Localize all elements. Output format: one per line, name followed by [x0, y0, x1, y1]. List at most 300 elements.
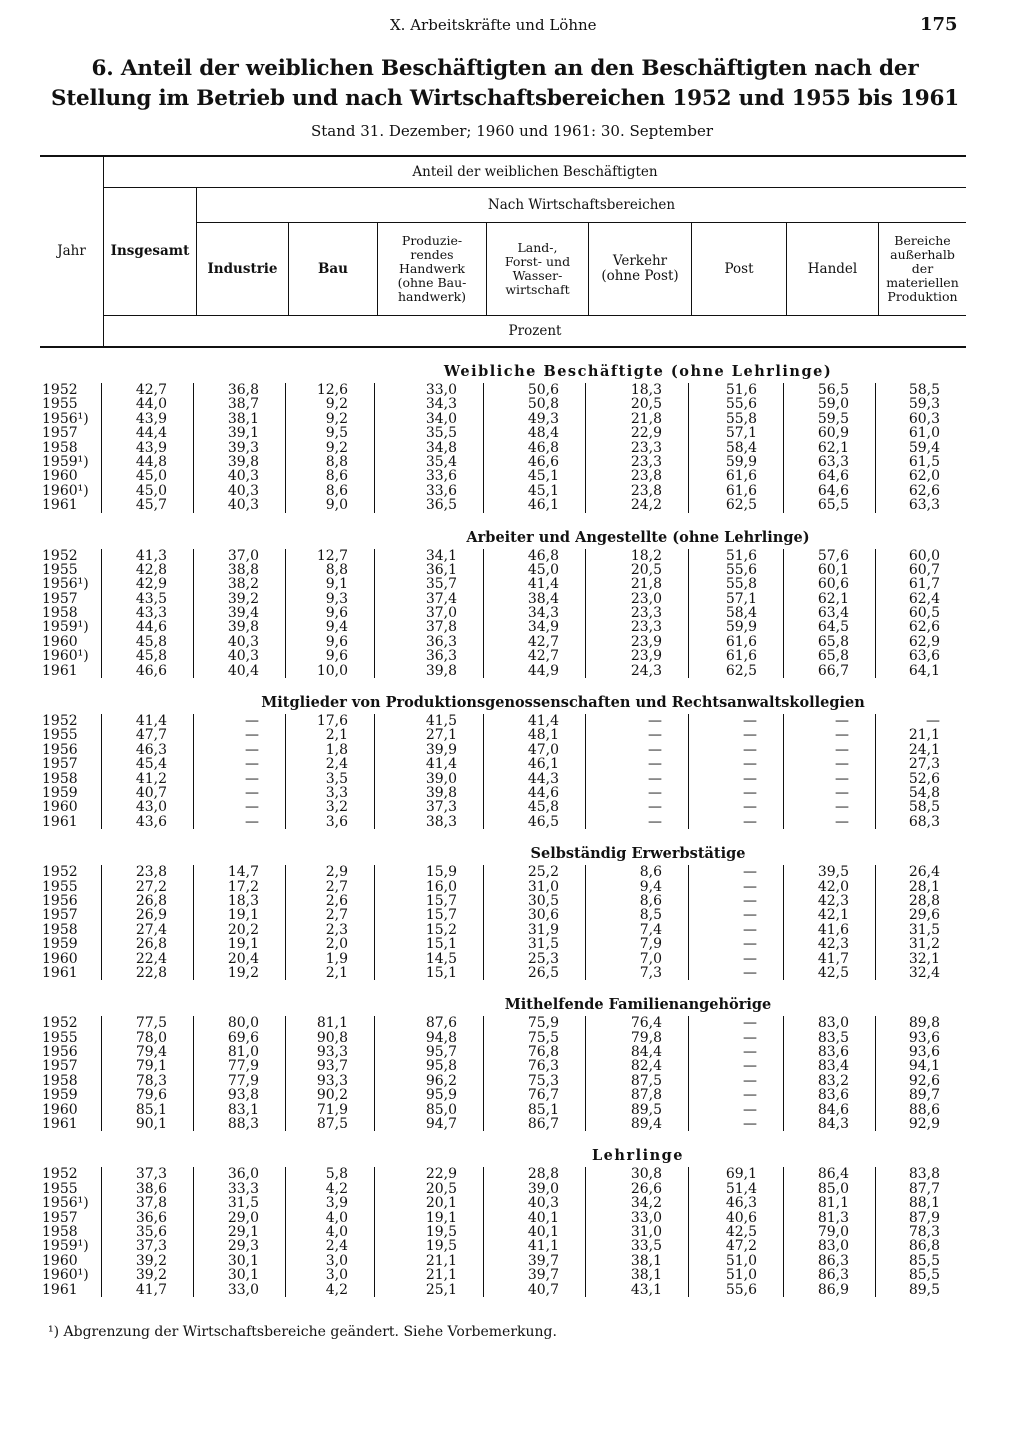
cell-land-forst: 31,9 — [484, 923, 586, 937]
cell-handwerk: 96,2 — [375, 1074, 484, 1088]
cell-bau: 2,6 — [286, 894, 375, 908]
cell-insgesamt: 85,1 — [102, 1103, 194, 1117]
cell-jahr: 1952 — [40, 1167, 102, 1181]
cell-land-forst: 30,5 — [484, 894, 586, 908]
cell-bau: 81,1 — [286, 1016, 375, 1030]
cell-land-forst: 46,1 — [484, 498, 586, 512]
cell-handwerk: 36,3 — [375, 649, 484, 663]
cell-handwerk: 20,5 — [375, 1182, 484, 1196]
cell-jahr: 1952 — [40, 714, 102, 728]
cell-jahr: 1955 — [40, 563, 102, 577]
cell-jahr: 1956¹) — [40, 1196, 102, 1210]
table-row — [40, 620, 966, 634]
cell-insgesamt: 43,0 — [102, 800, 194, 814]
cell-land-forst: 39,7 — [484, 1268, 586, 1282]
cell-handel: 60,1 — [784, 563, 876, 577]
cell-jahr: 1952 — [40, 383, 102, 397]
cell-insgesamt: 46,3 — [102, 743, 194, 757]
cell-bau: 9,1 — [286, 577, 375, 591]
section-title: Selbständig Erwerbstätige — [530, 845, 746, 863]
cell-handel: 65,8 — [784, 635, 876, 649]
cell-jahr: 1956 — [40, 1045, 102, 1059]
cell-verkehr: 23,0 — [586, 592, 689, 606]
cell-post: — — [689, 815, 784, 829]
cell-post: 62,5 — [689, 498, 784, 512]
cell-bau: 3,2 — [286, 800, 375, 814]
cell-handel: 84,6 — [784, 1103, 876, 1117]
cell-jahr: 1959 — [40, 937, 102, 951]
cell-industrie: 81,0 — [194, 1045, 286, 1059]
cell-industrie: 19,2 — [194, 966, 286, 980]
cell-verkehr: — — [586, 714, 689, 728]
cell-jahr: 1957 — [40, 908, 102, 922]
cell-handwerk: 39,8 — [375, 786, 484, 800]
cell-industrie: 40,3 — [194, 484, 286, 498]
cell-bau: 2,4 — [286, 757, 375, 771]
cell-post: 61,6 — [689, 635, 784, 649]
table-row — [40, 1211, 966, 1225]
cell-verkehr: 7,3 — [586, 966, 689, 980]
cell-handel: 62,1 — [784, 441, 876, 455]
section-title: Lehrlinge — [591, 1147, 685, 1165]
cell-jahr: 1958 — [40, 923, 102, 937]
cell-industrie: 39,2 — [194, 592, 286, 606]
cell-verkehr: 7,9 — [586, 937, 689, 951]
cell-verkehr: 22,9 — [586, 426, 689, 440]
cell-post: — — [689, 952, 784, 966]
cell-bereiche: 62,0 — [908, 468, 940, 485]
cell-land-forst: 39,0 — [484, 1182, 586, 1196]
cell-post: — — [689, 786, 784, 800]
cell-bau: 17,6 — [286, 714, 375, 728]
cell-handwerk: 34,8 — [375, 441, 484, 455]
cell-post: 55,8 — [689, 412, 784, 426]
cell-bereiche: 62,6 — [908, 619, 940, 636]
cell-handwerk: 15,9 — [375, 865, 484, 879]
cell-industrie: — — [194, 786, 286, 800]
cell-bereiche: 58,5 — [908, 382, 940, 398]
table-row — [40, 1283, 966, 1297]
cell-handwerk: 35,4 — [375, 455, 484, 469]
cell-industrie: 88,3 — [194, 1117, 286, 1131]
cell-bereiche: 63,3 — [908, 497, 940, 514]
cell-industrie: 36,8 — [194, 383, 286, 397]
table-row — [40, 635, 966, 649]
cell-bau: 5,8 — [286, 1167, 375, 1181]
cell-bereiche: 83,8 — [908, 1166, 940, 1183]
cell-bereiche: 28,8 — [908, 892, 940, 909]
cell-land-forst: 46,5 — [484, 815, 586, 829]
cell-bereiche: 58,5 — [908, 799, 940, 816]
cell-industrie: 77,9 — [194, 1074, 286, 1088]
cell-bereiche: 31,2 — [908, 936, 940, 953]
cell-industrie: 40,4 — [194, 664, 286, 678]
cell-handel: 84,3 — [784, 1117, 876, 1131]
header-bau: Bau — [318, 260, 348, 277]
cell-insgesamt: 38,6 — [102, 1182, 194, 1196]
cell-land-forst: 86,7 — [484, 1117, 586, 1131]
table-row — [40, 815, 966, 829]
table-row — [40, 577, 966, 591]
cell-land-forst: 75,9 — [484, 1016, 586, 1030]
cell-industrie: — — [194, 714, 286, 728]
cell-land-forst: 25,2 — [484, 865, 586, 879]
cell-handwerk: 39,8 — [375, 664, 484, 678]
cell-insgesamt: 27,4 — [102, 923, 194, 937]
cell-land-forst: 76,7 — [484, 1088, 586, 1102]
cell-post: — — [689, 966, 784, 980]
cell-verkehr: 43,1 — [586, 1283, 689, 1297]
cell-industrie: 39,1 — [194, 426, 286, 440]
cell-handwerk: 35,7 — [375, 577, 484, 591]
table-row — [40, 1196, 966, 1210]
cell-bereiche: 94,1 — [908, 1058, 940, 1075]
cell-verkehr: 33,0 — [586, 1211, 689, 1225]
section-3 — [40, 843, 966, 980]
header-handwerk: Produzie- rendes Handwerk (ohne Bau- handwerk) — [397, 233, 467, 304]
cell-jahr: 1957 — [40, 592, 102, 606]
cell-verkehr: 7,0 — [586, 952, 689, 966]
cell-post: 55,6 — [689, 563, 784, 577]
cell-jahr: 1959 — [40, 786, 102, 800]
cell-insgesamt: 43,9 — [102, 441, 194, 455]
cell-handwerk: 19,5 — [375, 1239, 484, 1253]
cell-verkehr: — — [586, 772, 689, 786]
cell-insgesamt: 41,4 — [102, 714, 194, 728]
cell-jahr: 1961 — [40, 815, 102, 829]
cell-insgesamt: 43,9 — [102, 412, 194, 426]
cell-post: 61,6 — [689, 484, 784, 498]
cell-handel: 59,0 — [784, 397, 876, 411]
cell-insgesamt: 45,0 — [102, 469, 194, 483]
cell-bereiche: 28,1 — [908, 878, 940, 895]
cell-verkehr: 23,3 — [586, 441, 689, 455]
table-row — [40, 757, 966, 771]
cell-jahr: 1961 — [40, 664, 102, 678]
header-industrie: Industrie — [207, 260, 278, 277]
cell-handwerk: 36,5 — [375, 498, 484, 512]
cell-industrie: — — [194, 743, 286, 757]
table-row — [40, 426, 966, 440]
cell-industrie: 40,3 — [194, 498, 286, 512]
table-row — [40, 455, 966, 469]
cell-land-forst: 48,1 — [484, 728, 586, 742]
cell-handel: 65,5 — [784, 498, 876, 512]
header-jahr: Jahr — [57, 243, 86, 259]
cell-bereiche: 59,4 — [908, 439, 940, 456]
table-row — [40, 1182, 966, 1196]
cell-land-forst: 28,8 — [484, 1167, 586, 1181]
cell-land-forst: 44,6 — [484, 786, 586, 800]
cell-land-forst: 75,3 — [484, 1074, 586, 1088]
cell-verkehr: — — [586, 743, 689, 757]
cell-land-forst: 31,0 — [484, 880, 586, 894]
cell-industrie: 38,1 — [194, 412, 286, 426]
cell-post: 61,6 — [689, 649, 784, 663]
cell-handwerk: 37,3 — [375, 800, 484, 814]
cell-handwerk: 41,5 — [375, 714, 484, 728]
cell-handwerk: 14,5 — [375, 952, 484, 966]
section-rows — [40, 549, 966, 679]
cell-jahr: 1955 — [40, 728, 102, 742]
cell-verkehr: — — [586, 728, 689, 742]
cell-post: — — [689, 728, 784, 742]
cell-handwerk: 33,6 — [375, 484, 484, 498]
cell-handel: 39,5 — [784, 865, 876, 879]
cell-bau: 2,0 — [286, 937, 375, 951]
cell-land-forst: 34,9 — [484, 620, 586, 634]
table-row — [40, 1117, 966, 1131]
cell-insgesamt: 45,7 — [102, 498, 194, 512]
cell-jahr: 1960¹) — [40, 1268, 102, 1282]
cell-bau: 3,0 — [286, 1254, 375, 1268]
cell-handwerk: 25,1 — [375, 1283, 484, 1297]
cell-handel: 63,3 — [784, 455, 876, 469]
section-rows — [40, 383, 966, 513]
cell-handel: 65,8 — [784, 649, 876, 663]
header-land-forst: Land-, Forst- und Wasser- wirtschaft — [504, 240, 571, 297]
cell-bereiche: 86,8 — [908, 1238, 940, 1255]
cell-verkehr: 23,8 — [586, 469, 689, 483]
cell-handel: 60,6 — [784, 577, 876, 591]
cell-bau: 8,6 — [286, 484, 375, 498]
cell-bereiche: 88,1 — [908, 1195, 940, 1212]
header-handel: Handel — [807, 260, 858, 277]
cell-insgesamt: 42,8 — [102, 563, 194, 577]
cell-bereiche: 61,5 — [908, 453, 940, 470]
cell-insgesamt: 36,6 — [102, 1211, 194, 1225]
section-4 — [40, 994, 966, 1131]
cell-bau: 9,6 — [286, 649, 375, 663]
cell-bau: 90,8 — [286, 1031, 375, 1045]
cell-post: — — [689, 800, 784, 814]
cell-industrie: 38,8 — [194, 563, 286, 577]
table-row — [40, 592, 966, 606]
cell-handwerk: 94,7 — [375, 1117, 484, 1131]
cell-bau: 90,2 — [286, 1088, 375, 1102]
cell-bereiche: 60,5 — [908, 605, 940, 622]
table-subtitle: Stand 31. Dezember; 1960 und 1961: 30. September — [310, 122, 714, 140]
cell-bau: 12,6 — [286, 383, 375, 397]
cell-bereiche: 60,0 — [908, 547, 940, 564]
table-row — [40, 441, 966, 455]
cell-industrie: 19,1 — [194, 937, 286, 951]
cell-post: 51,0 — [689, 1254, 784, 1268]
cell-bau: 3,5 — [286, 772, 375, 786]
cell-bereiche: 92,6 — [908, 1072, 940, 1089]
cell-bereiche: 85,5 — [908, 1267, 940, 1284]
cell-bau: 2,1 — [286, 966, 375, 980]
cell-bereiche: 60,7 — [908, 561, 940, 578]
cell-verkehr: 23,9 — [586, 649, 689, 663]
cell-industrie: 39,8 — [194, 455, 286, 469]
cell-handel: — — [784, 772, 876, 786]
cell-handwerk: 95,7 — [375, 1045, 484, 1059]
cell-insgesamt: 22,8 — [102, 966, 194, 980]
cell-insgesamt: 43,3 — [102, 606, 194, 620]
cell-industrie: 36,0 — [194, 1167, 286, 1181]
cell-handwerk: 95,9 — [375, 1088, 484, 1102]
cell-bereiche: 89,8 — [908, 1015, 940, 1032]
cell-bau: 9,2 — [286, 412, 375, 426]
header-post: Post — [724, 260, 754, 277]
table-row — [40, 606, 966, 620]
cell-verkehr: 20,5 — [586, 563, 689, 577]
cell-verkehr: 31,0 — [586, 1225, 689, 1239]
cell-verkehr: 38,1 — [586, 1268, 689, 1282]
cell-post: 42,5 — [689, 1225, 784, 1239]
header-unit: Prozent — [508, 322, 562, 339]
cell-handel: 83,2 — [784, 1074, 876, 1088]
cell-bereiche: 61,0 — [908, 425, 940, 442]
cell-industrie: 83,1 — [194, 1103, 286, 1117]
cell-handwerk: 34,1 — [375, 549, 484, 563]
cell-land-forst: 38,4 — [484, 592, 586, 606]
cell-industrie: — — [194, 815, 286, 829]
section-5 — [40, 1145, 966, 1297]
cell-bau: 87,5 — [286, 1117, 375, 1131]
page-number: 175 — [920, 14, 958, 35]
cell-post: 57,1 — [689, 426, 784, 440]
cell-handwerk: 21,1 — [375, 1268, 484, 1282]
cell-insgesamt: 47,7 — [102, 728, 194, 742]
cell-post: — — [689, 1117, 784, 1131]
cell-insgesamt: 79,6 — [102, 1088, 194, 1102]
cell-industrie: 30,1 — [194, 1254, 286, 1268]
cell-bereiche: 32,1 — [908, 950, 940, 967]
cell-insgesamt: 42,7 — [102, 383, 194, 397]
cell-handel: — — [784, 728, 876, 742]
cell-jahr: 1958 — [40, 606, 102, 620]
cell-post: — — [689, 757, 784, 771]
cell-verkehr: 24,2 — [586, 498, 689, 512]
cell-land-forst: 31,5 — [484, 937, 586, 951]
cell-jahr: 1955 — [40, 397, 102, 411]
cell-bereiche: — — [926, 713, 940, 730]
cell-post: 61,6 — [689, 469, 784, 483]
cell-bau: 9,2 — [286, 397, 375, 411]
cell-bereiche: 62,4 — [908, 590, 940, 607]
cell-insgesamt: 79,4 — [102, 1045, 194, 1059]
cell-industrie: — — [194, 800, 286, 814]
cell-verkehr: 18,2 — [586, 549, 689, 563]
cell-bereiche: 93,6 — [908, 1044, 940, 1061]
cell-bau: 9,6 — [286, 606, 375, 620]
cell-handel: 41,6 — [784, 923, 876, 937]
cell-industrie: — — [194, 772, 286, 786]
cell-insgesamt: 22,4 — [102, 952, 194, 966]
cell-land-forst: 25,3 — [484, 952, 586, 966]
footnote: ¹) Abgrenzung der Wirtschaftsbereiche geändert. Siehe Vorbemerkung. — [48, 1324, 557, 1340]
table-row — [40, 1225, 966, 1239]
cell-handel: 86,3 — [784, 1254, 876, 1268]
cell-bau: 9,2 — [286, 441, 375, 455]
cell-bau: 9,3 — [286, 592, 375, 606]
section-2 — [40, 692, 966, 829]
cell-jahr: 1961 — [40, 966, 102, 980]
cell-insgesamt: 42,9 — [102, 577, 194, 591]
cell-post: 58,4 — [689, 606, 784, 620]
cell-verkehr: 26,6 — [586, 1182, 689, 1196]
cell-handwerk: 19,5 — [375, 1225, 484, 1239]
cell-insgesamt: 79,1 — [102, 1059, 194, 1073]
cell-handwerk: 87,6 — [375, 1016, 484, 1030]
cell-handel: 81,1 — [784, 1196, 876, 1210]
table-row — [40, 894, 966, 908]
section-title: Arbeiter und Angestellte (ohne Lehrlinge) — [466, 528, 810, 546]
cell-land-forst: 76,8 — [484, 1045, 586, 1059]
table-row — [40, 1268, 966, 1282]
cell-handwerk: 15,7 — [375, 908, 484, 922]
cell-bereiche: 62,9 — [908, 633, 940, 650]
cell-industrie: 40,3 — [194, 469, 286, 483]
cell-bereiche: 29,6 — [908, 907, 940, 924]
table-header — [40, 155, 966, 347]
cell-post: — — [689, 1088, 784, 1102]
cell-bau: 93,3 — [286, 1045, 375, 1059]
cell-jahr: 1956¹) — [40, 412, 102, 426]
cell-bau: 12,7 — [286, 549, 375, 563]
cell-land-forst: 44,3 — [484, 772, 586, 786]
cell-insgesamt: 26,8 — [102, 937, 194, 951]
cell-land-forst: 85,1 — [484, 1103, 586, 1117]
cell-jahr: 1955 — [40, 1182, 102, 1196]
cell-verkehr: 34,2 — [586, 1196, 689, 1210]
cell-insgesamt: 37,3 — [102, 1167, 194, 1181]
cell-bau: 93,3 — [286, 1074, 375, 1088]
cell-jahr: 1955 — [40, 880, 102, 894]
cell-industrie: 39,3 — [194, 441, 286, 455]
cell-handel: 42,1 — [784, 908, 876, 922]
cell-industrie: 40,3 — [194, 635, 286, 649]
cell-bau: 3,3 — [286, 786, 375, 800]
cell-handwerk: 16,0 — [375, 880, 484, 894]
cell-handwerk: 37,8 — [375, 620, 484, 634]
cell-land-forst: 30,6 — [484, 908, 586, 922]
cell-handwerk: 27,1 — [375, 728, 484, 742]
cell-bau: 3,9 — [286, 1196, 375, 1210]
cell-verkehr: 23,3 — [586, 606, 689, 620]
cell-verkehr: 23,3 — [586, 455, 689, 469]
cell-land-forst: 42,7 — [484, 635, 586, 649]
cell-post: 55,8 — [689, 577, 784, 591]
cell-bereiche: 85,5 — [908, 1252, 940, 1269]
cell-industrie: 38,2 — [194, 577, 286, 591]
cell-land-forst: 50,6 — [484, 383, 586, 397]
cell-bau: 2,9 — [286, 865, 375, 879]
cell-bereiche: 63,6 — [908, 648, 940, 665]
section-1 — [40, 527, 966, 679]
cell-post: — — [689, 865, 784, 879]
cell-handwerk: 20,1 — [375, 1196, 484, 1210]
cell-industrie: — — [194, 757, 286, 771]
cell-handwerk: 94,8 — [375, 1031, 484, 1045]
cell-post: — — [689, 937, 784, 951]
cell-insgesamt: 40,7 — [102, 786, 194, 800]
data-table — [40, 155, 966, 1297]
cell-bau: 93,7 — [286, 1059, 375, 1073]
table-row — [40, 800, 966, 814]
cell-jahr: 1952 — [40, 1016, 102, 1030]
table-row — [40, 772, 966, 786]
cell-post: 59,9 — [689, 455, 784, 469]
cell-handel: 64,6 — [784, 469, 876, 483]
cell-land-forst: 40,7 — [484, 1283, 586, 1297]
cell-verkehr: 20,5 — [586, 397, 689, 411]
table-row — [40, 1239, 966, 1253]
cell-insgesamt: 43,6 — [102, 815, 194, 829]
cell-handwerk: 39,0 — [375, 772, 484, 786]
